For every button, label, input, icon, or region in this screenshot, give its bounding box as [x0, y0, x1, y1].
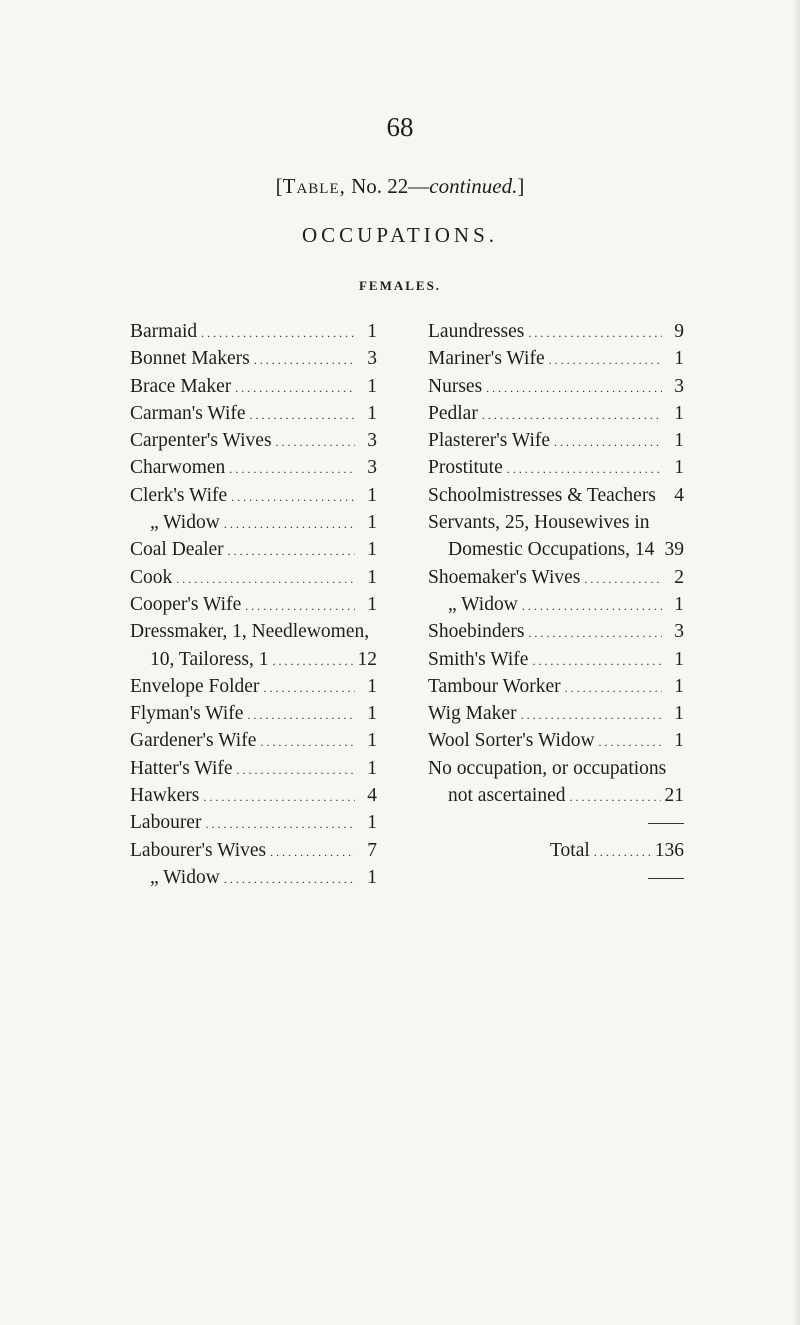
list-item [130, 727, 377, 754]
entry-value: 21 [664, 785, 684, 807]
caption-table-word: Table, [282, 174, 346, 198]
dot-leader [203, 782, 355, 809]
dot-leader [205, 809, 355, 836]
entry-label: Dressmaker, 1, Needlewomen, [130, 621, 370, 643]
entry-value: 3 [367, 430, 377, 452]
entry-label: Plasterer's Wife [428, 430, 551, 452]
entry-value: 1 [367, 539, 377, 561]
dot-leader [584, 564, 662, 591]
total-label: Total [550, 839, 590, 861]
entry-value: 1 [674, 457, 684, 479]
entry-label: Brace Maker [130, 375, 232, 397]
entry-label: Schoolmistresses & Teachers [428, 484, 656, 506]
entry-value: 1 [674, 430, 684, 452]
dot-leader [228, 536, 355, 563]
list-item [428, 345, 684, 372]
entry-label: Labourer's Wives [130, 839, 267, 861]
entry-label: „ Widow [448, 593, 518, 615]
entry-value: 12 [357, 648, 377, 670]
entry-label: Clerk's Wife [130, 484, 228, 506]
list-item [130, 318, 377, 345]
dot-leader [250, 400, 355, 427]
dot-leader [224, 864, 355, 891]
list-item [130, 755, 377, 782]
sum-rule-bottom [428, 864, 684, 891]
entry-label: Mariner's Wife [428, 348, 545, 370]
entry-label: Envelope Folder [130, 675, 260, 697]
list-item [130, 536, 377, 563]
entry-value: 3 [367, 457, 377, 479]
entry-value: 3 [674, 375, 684, 397]
list-item [428, 727, 684, 754]
entry-value: 9 [674, 321, 684, 342]
entry-label: Wig Maker [428, 703, 517, 725]
dot-leader [224, 509, 355, 536]
entry-value: 4 [674, 484, 684, 506]
entry-label: Smith's Wife [428, 648, 529, 670]
list-item [428, 482, 684, 509]
rule-line [648, 878, 684, 879]
caption-close-bracket: ] [517, 174, 525, 198]
entry-label: Prostitute [428, 457, 503, 479]
entry-label: Shoemaker's Wives [428, 566, 581, 588]
dot-leader [263, 673, 355, 700]
entry-label: Coal Dealer [130, 539, 224, 561]
dot-leader [486, 373, 662, 400]
list-item [130, 782, 377, 809]
entry-value: 1 [367, 675, 377, 697]
dot-leader [554, 427, 662, 454]
entry-value: 1 [367, 402, 377, 424]
left-column [130, 318, 377, 891]
entry-label: „ Widow [150, 512, 220, 534]
entry-value: 1 [367, 484, 377, 506]
entry-value: 1 [674, 703, 684, 725]
entry-value: 1 [367, 375, 377, 397]
dot-leader [570, 782, 661, 809]
dot-leader [528, 318, 662, 345]
entry-value: 1 [367, 812, 377, 834]
list-item [130, 427, 377, 454]
entry-label: Shoebinders [428, 621, 525, 643]
list-item [428, 373, 684, 400]
caption-open-bracket: [ [275, 174, 283, 198]
entry-value: 1 [674, 402, 684, 424]
dot-leader [549, 345, 662, 372]
list-item [428, 564, 684, 591]
rule-line [648, 823, 684, 824]
entry-label: Wool Sorter's Widow [428, 730, 595, 752]
entry-label: Nurses [428, 375, 483, 397]
entry-value: 1 [367, 757, 377, 779]
dot-leader [231, 482, 355, 509]
dot-leader [245, 591, 355, 618]
entry-value: 1 [674, 348, 684, 370]
dot-leader [507, 454, 662, 481]
sum-rule-top [428, 809, 684, 836]
list-item [130, 454, 377, 481]
list-item [428, 755, 684, 782]
page-number: 68 [386, 112, 414, 142]
dot-leader [528, 618, 662, 645]
entry-value: 7 [367, 839, 377, 861]
entry-label: Hatter's Wife [130, 757, 233, 779]
entry-label: Domestic Occupations, 14 [448, 539, 655, 561]
dot-leader [176, 564, 355, 591]
dot-leader [594, 837, 651, 864]
total-row [428, 837, 684, 864]
entry-value: 1 [674, 675, 684, 697]
entry-value: 1 [367, 566, 377, 588]
entry-label: Servants, 25, Housewives in [428, 512, 650, 534]
list-item [130, 564, 377, 591]
dot-leader [254, 345, 355, 372]
list-item [428, 536, 684, 563]
subsection-title: FEMALES. [358, 278, 442, 293]
list-item [130, 646, 377, 673]
entry-value: 1 [367, 730, 377, 752]
entry-label: Flyman's Wife [130, 703, 244, 725]
section-title: OCCUPATIONS. [301, 223, 498, 247]
list-item [130, 373, 377, 400]
list-item [130, 400, 377, 427]
entry-value: 1 [367, 593, 377, 615]
caption-table-number: No. 22— [345, 174, 430, 198]
list-item [428, 509, 684, 536]
entry-value: 1 [367, 866, 377, 888]
dot-leader [247, 700, 355, 727]
entry-label: Labourer [130, 812, 202, 834]
list-item [130, 837, 377, 864]
entry-label: 10, Tailoress, 1 [150, 648, 269, 670]
right-column [428, 318, 684, 891]
entry-label: Cooper's Wife [130, 593, 242, 615]
entry-label: Bonnet Makers [130, 348, 250, 370]
entry-label: Charwomen [130, 457, 226, 479]
list-item [130, 864, 377, 891]
entry-value: 2 [674, 566, 684, 588]
dot-leader [532, 646, 662, 673]
list-item [130, 509, 377, 536]
list-item [130, 700, 377, 727]
entry-label: Carman's Wife [130, 402, 246, 424]
entry-label: Cook [130, 566, 173, 588]
list-item [428, 427, 684, 454]
entry-label: Carpenter's Wives [130, 430, 272, 452]
list-item [428, 700, 684, 727]
list-item [130, 673, 377, 700]
entry-label: Barmaid [130, 321, 198, 342]
entry-label: Hawkers [130, 785, 200, 807]
list-item [428, 318, 684, 345]
entry-value: 1 [367, 321, 377, 342]
entry-label: „ Widow [150, 866, 220, 888]
dot-leader [270, 837, 355, 864]
dot-leader [482, 400, 662, 427]
list-item [130, 482, 377, 509]
dot-leader [237, 755, 355, 782]
list-item [428, 646, 684, 673]
entry-value: 39 [664, 539, 684, 561]
dot-leader [522, 591, 662, 618]
list-item [428, 400, 684, 427]
dot-leader [599, 727, 662, 754]
list-item [130, 809, 377, 836]
entry-label: No occupation, or occupations [428, 757, 667, 779]
page-edge-shadow [792, 0, 800, 1325]
list-item [130, 618, 377, 645]
entry-value: 4 [367, 785, 377, 807]
entry-value: 1 [674, 730, 684, 752]
entry-value: 1 [367, 512, 377, 534]
entry-value: 1 [367, 703, 377, 725]
list-item [428, 454, 684, 481]
dot-leader [235, 373, 355, 400]
list-item [130, 591, 377, 618]
total-value: 136 [654, 839, 684, 861]
dot-leader [521, 700, 662, 727]
entry-value: 1 [674, 648, 684, 670]
dot-leader [565, 673, 662, 700]
dot-leader [260, 727, 355, 754]
dot-leader [201, 318, 355, 345]
entry-label: not ascertained [448, 785, 566, 807]
list-item [428, 618, 684, 645]
entry-value: 1 [674, 593, 684, 615]
entry-value: 3 [674, 621, 684, 643]
list-item [130, 345, 377, 372]
dot-leader [276, 427, 355, 454]
caption-continued: continued. [429, 174, 518, 198]
entry-label: Tambour Worker [428, 675, 561, 697]
list-item [428, 782, 684, 809]
entry-label: Laundresses [428, 321, 525, 342]
list-item [428, 673, 684, 700]
dot-leader [273, 646, 354, 673]
list-item [428, 591, 684, 618]
entry-label: Gardener's Wife [130, 730, 257, 752]
table-caption [0, 174, 800, 199]
entry-value: 3 [367, 348, 377, 370]
dot-leader [229, 454, 355, 481]
entry-label: Pedlar [428, 402, 478, 424]
